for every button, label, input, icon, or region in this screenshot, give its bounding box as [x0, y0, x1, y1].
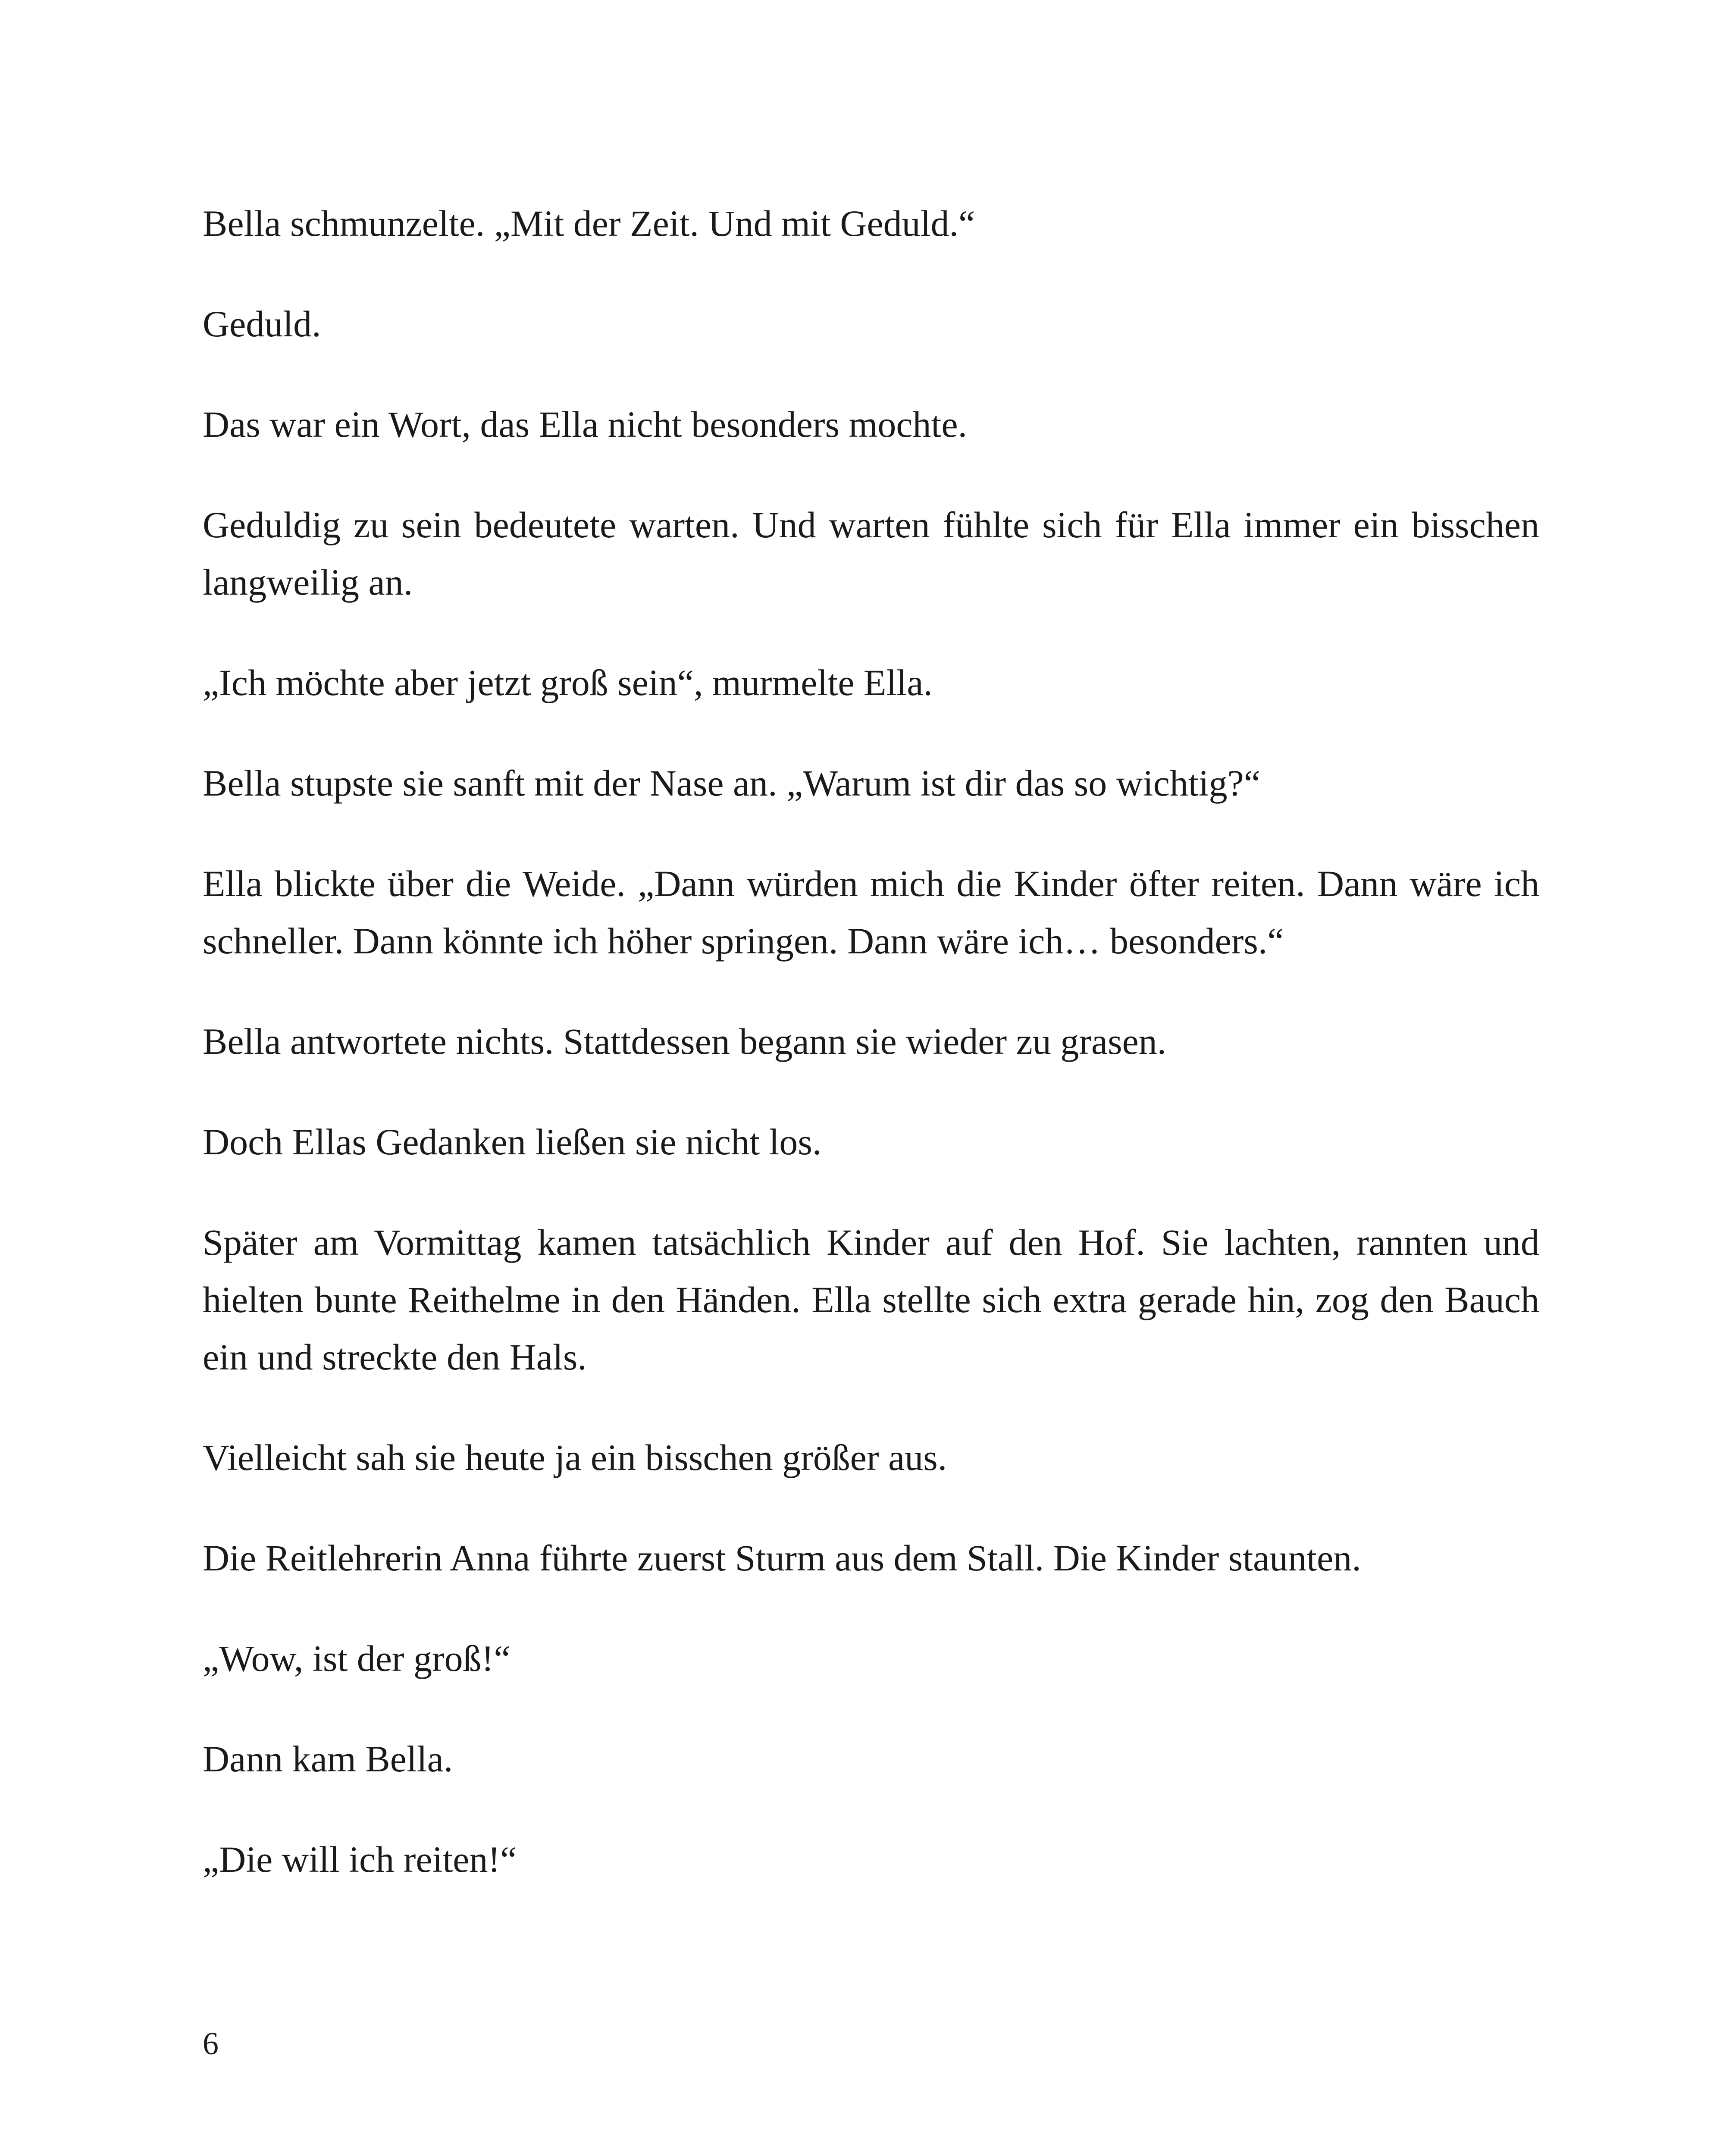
paragraph: „Die will ich reiten!“	[203, 1839, 517, 1880]
paragraph: Vielleicht sah sie heute ja ein bisschen größer aus.	[203, 1437, 947, 1478]
paragraph: „Ich möchte aber jetzt groß sein“, murmelte Ella.	[203, 662, 933, 703]
body-text	[203, 195, 1539, 1931]
paragraph: Doch Ellas Gedanken ließen sie nicht los.	[203, 1121, 822, 1163]
paragraph: Geduld.	[203, 303, 321, 345]
paragraph: Ella blickte über die Weide. „Dann würden mich die Kinder öfter reiten. Dann wäre ich schneller. Dann könnte ich höher springen. Dann wäre ich… besonders.“	[203, 863, 1539, 962]
paragraph: Bella antwortete nichts. Stattdessen begann sie wieder zu grasen.	[203, 1021, 1167, 1062]
paragraph: Das war ein Wort, das Ella nicht besonders mochte.	[203, 404, 968, 445]
paragraph: Später am Vormittag kamen tatsächlich Kinder auf den Hof. Sie lachten, rannten und hielten bunte Reithelme in den Händen. Ella stellte sich extra gerade hin, zog den Bauch ein und streckte den Hals.	[203, 1222, 1539, 1378]
paragraph: Bella stupste sie sanft mit der Nase an. „Warum ist dir das so wichtig?“	[203, 762, 1261, 804]
paragraph: Geduldig zu sein bedeutete warten. Und warten fühlte sich für Ella immer ein bisschen langweilig an.	[203, 504, 1539, 603]
paragraph: „Wow, ist der groß!“	[203, 1638, 511, 1679]
paragraph: Die Reitlehrerin Anna führte zuerst Sturm aus dem Stall. Die Kinder staunten.	[203, 1537, 1361, 1579]
page-number: 6	[203, 2026, 219, 2062]
paragraph: Dann kam Bella.	[203, 1738, 453, 1780]
paragraph: Bella schmunzelte. „Mit der Zeit. Und mit Geduld.“	[203, 203, 975, 244]
